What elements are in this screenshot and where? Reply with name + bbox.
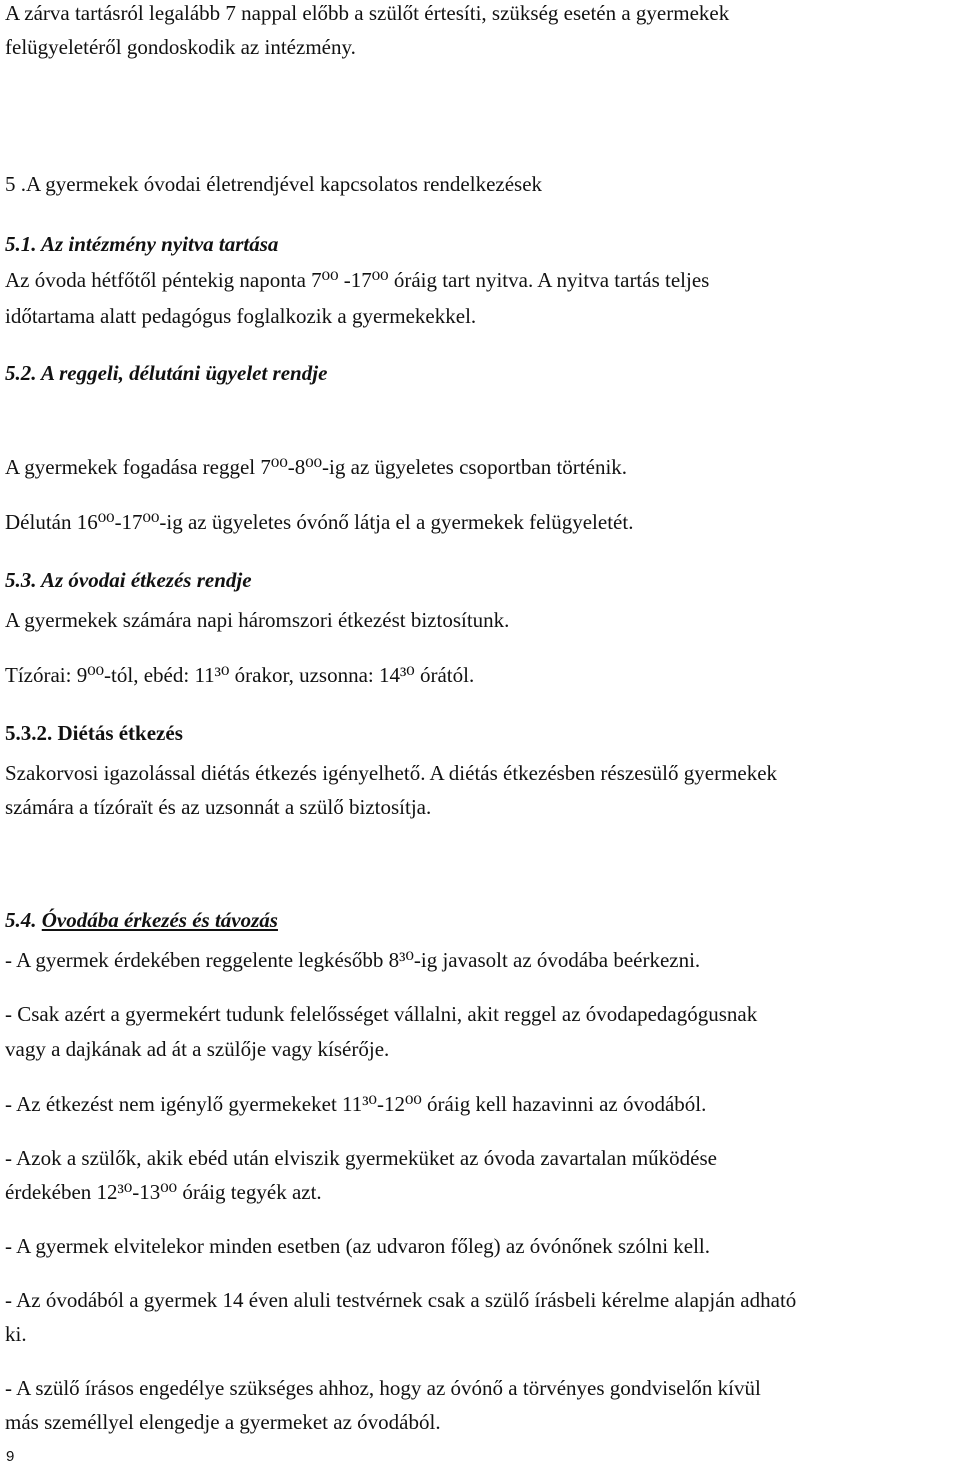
- section-5-3-2-heading: [5, 723, 183, 744]
- section-5-2-line-1: A gyermekek fogadása reggel 7⁰⁰-8⁰⁰-ig az ügyeletes csoportban történik.: [5, 455, 628, 479]
- section-5-1-heading: [5, 234, 278, 255]
- section-5-3-2-line-1: Szakorvosi igazolással diétás étkezés igényelhető. A diétás étkezésben részesülő gyermekek: [5, 761, 778, 785]
- section-5-3-2-number: 5.3.2.: [5, 721, 53, 745]
- section-5-4-title: Óvodába érkezés és távozás: [41, 908, 278, 932]
- arrival-rule-4-line-2: érdekében 12³⁰-13⁰⁰ óráig tegyék azt.: [5, 1180, 322, 1204]
- section-5-2-heading: [5, 363, 327, 384]
- section-5-1-number: 5.1.: [5, 232, 37, 256]
- arrival-rule-6-line-2: ki.: [5, 1322, 27, 1346]
- section-5-4-number: 5.4.: [5, 908, 37, 932]
- section-5-3-line-2: Tízórai: 9⁰⁰-tól, ebéd: 11³⁰ órakor, uzsonna: 14³⁰ órától.: [5, 663, 475, 687]
- section-5-3-2-title: Diétás étkezés: [57, 721, 183, 745]
- section-5-3-number: 5.3.: [5, 568, 37, 592]
- section-5-3-2-line-2: számára a tízóraït és az uzsonnát a szülő biztosítja.: [5, 795, 432, 819]
- arrival-rule-7-line-2: más személlyel elengedje a gyermeket az óvodából.: [5, 1410, 441, 1434]
- section-5-2-number: 5.2.: [5, 361, 37, 385]
- section-5-4-heading: [5, 910, 278, 931]
- arrival-rule-4-line-1: - Azok a szülők, akik ebéd után elviszik gyermeküket az óvoda zavartalan működése: [5, 1146, 717, 1170]
- section-5-3-heading: [5, 570, 252, 591]
- section-5-2-title: A reggeli, délutáni ügyelet rendje: [40, 361, 328, 385]
- arrival-rule-5-line-1: - A gyermek elvitelekor minden esetben (az udvaron főleg) az óvónőnek szólni kell.: [5, 1234, 711, 1258]
- arrival-rule-3-line-1: - Az étkezést nem igénylő gyermekeket 11³⁰-12⁰⁰ óráig kell hazavinni az óvodából.: [5, 1092, 707, 1116]
- arrival-rule-6-line-1: - Az óvodából a gyermek 14 éven aluli testvérnek csak a szülő írásbeli kérelme alapján adható: [5, 1288, 797, 1312]
- arrival-rule-1-line-1: - A gyermek érdekében reggelente legkésőbb 8³⁰-ig javasolt az óvodába beérkezni.: [5, 948, 701, 972]
- section-5-1-title: Az intézmény nyitva tartása: [40, 232, 279, 256]
- closure-notice-line-2: felügyeletéről gondoskodik az intézmény.: [5, 35, 356, 59]
- arrival-rule-7-line-1: - A szülő írásos engedélye szükséges ahhoz, hogy az óvónő a törvényes gondviselőn kívül: [5, 1376, 761, 1400]
- section-5-heading: 5 .A gyermekek óvodai életrendjével kapcsolatos rendelkezések: [5, 172, 543, 196]
- section-5-3-line-1: A gyermekek számára napi háromszori étkezést biztosítunk.: [5, 608, 510, 632]
- arrival-rule-2-line-1: - Csak azért a gyermekért tudunk felelősséget vállalni, akit reggel az óvodapedagógusnak: [5, 1002, 758, 1026]
- section-5-1-line-2: időtartama alatt pedagógus foglalkozik a gyermekekkel.: [5, 304, 477, 328]
- closure-notice-line-1: A zárva tartásról legalább 7 nappal előbb a szülőt értesíti, szükség esetén a gyermekek: [5, 1, 730, 25]
- section-5-2-line-2: Délután 16⁰⁰-17⁰⁰-ig az ügyeletes óvónő látja el a gyermekek felügyeletét.: [5, 510, 634, 534]
- arrival-rule-2-line-2: vagy a dajkának ad át a szülője vagy kísérője.: [5, 1037, 390, 1061]
- section-5-3-title: Az óvodai étkezés rendje: [40, 568, 252, 592]
- page-number: 9: [6, 1448, 15, 1465]
- section-5-1-line-1: Az óvoda hétfőtől péntekig naponta 7⁰⁰ -17⁰⁰ óráig tart nyitva. A nyitva tartás teljes: [5, 268, 710, 292]
